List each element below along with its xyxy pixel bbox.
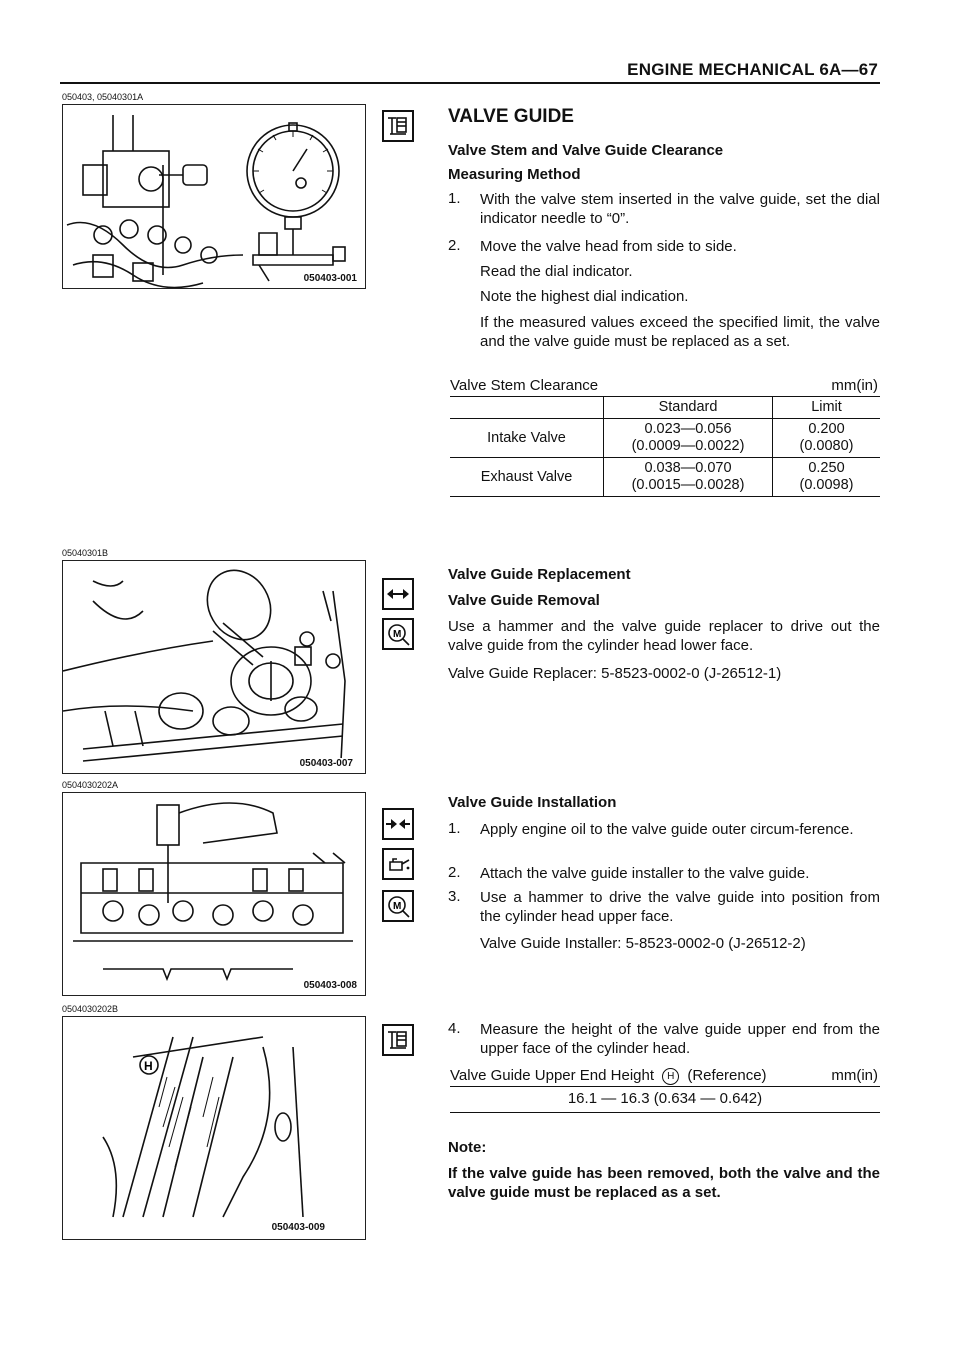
column-header: Limit <box>773 397 881 419</box>
figure-2-guide-removal <box>62 560 366 774</box>
standard-value: 0.023—0.056 <box>644 421 732 437</box>
substep-text: If the measured values exceed the specified limit, the valve and the valve guide must be replaced as a set. <box>480 314 880 350</box>
table-header-row <box>450 397 880 419</box>
installation-heading: Valve Guide Installation <box>448 794 617 811</box>
substep-text: Read the dial indicator. <box>480 263 633 280</box>
removal-heading: Valve Guide Removal <box>448 592 600 609</box>
figure-2-code: 050403-007 <box>299 758 353 769</box>
note-title: Note: <box>448 1139 487 1156</box>
standard-value-inch: (0.0015—0.0028) <box>631 477 745 493</box>
special-tool-icon <box>382 890 414 922</box>
figure-3-code: 050403-008 <box>303 980 357 991</box>
figure-3-ref: 0504030202A <box>62 780 119 790</box>
header-rule <box>60 82 880 84</box>
table-title: Valve Stem Clearance <box>450 377 599 394</box>
svg-text:H: H <box>144 1059 153 1073</box>
page-header: ENGINE MECHANICAL 6A—67 <box>627 60 878 79</box>
dial-indicator-illustration <box>63 105 365 288</box>
standard-value: 0.038—0.070 <box>644 460 732 476</box>
valve-stem-clearance-table <box>450 396 880 497</box>
special-tool-icon <box>382 618 414 650</box>
step-text: With the valve stem inserted in the valve guide, set the dial indicator needle to “0”. <box>480 191 880 227</box>
step-number: 2. <box>448 237 461 254</box>
section-title: VALVE GUIDE <box>448 106 574 127</box>
spec-rule-bottom <box>450 1112 880 1113</box>
figure-4-ref: 0504030202B <box>62 1004 119 1014</box>
figure-1-dial-indicator <box>62 104 366 289</box>
guide-height-illustration <box>63 1017 365 1239</box>
limit-value: 0.250 <box>808 460 845 476</box>
column-header: Standard <box>604 397 773 419</box>
height-spec-label: Valve Guide Upper End Height <box>450 1067 655 1084</box>
h-symbol-badge: H <box>662 1068 679 1085</box>
row-label: Intake Valve <box>487 429 566 446</box>
section-subtitle: Valve Stem and Valve Guide Clearance <box>448 142 724 159</box>
substep-text: Note the highest dial indication. <box>480 288 689 305</box>
figure-1-code: 050403-001 <box>303 273 357 284</box>
guide-removal-illustration <box>63 561 365 773</box>
height-spec-label-row <box>450 1066 767 1085</box>
removal-icon <box>382 578 414 610</box>
limit-value: 0.200 <box>808 421 845 437</box>
inspect-icon <box>382 1024 414 1056</box>
step-text: Apply engine oil to the valve guide outer circum-ference. <box>480 821 854 838</box>
step-number: 2. <box>448 864 461 881</box>
row-label: Exhaust Valve <box>480 468 573 485</box>
step-text: Measure the height of the valve guide upper end from the upper face of the cylinder head. <box>480 1021 880 1057</box>
step-number: 1. <box>448 820 461 837</box>
svg-text:M: M <box>393 629 402 640</box>
step-text: Attach the valve guide installer to the valve guide. <box>480 865 810 882</box>
spec-rule-top <box>450 1086 880 1087</box>
figure-3-guide-installation <box>62 792 366 996</box>
method-heading: Measuring Method <box>448 166 581 183</box>
replacement-heading: Valve Guide Replacement <box>448 566 631 583</box>
installation-icon <box>382 808 414 840</box>
figure-4-code: 050403-009 <box>271 1222 325 1233</box>
removal-tool: Valve Guide Replacer: 5-8523-0002-0 (J-26512-1) <box>448 665 782 682</box>
height-spec-unit: mm(in) <box>831 1067 878 1084</box>
step-text: Move the valve head from side to side. <box>480 238 737 255</box>
standard-value-inch: (0.0009—0.0022) <box>631 438 745 454</box>
guide-installation-illustration <box>63 793 365 995</box>
figure-4-guide-height <box>62 1016 366 1240</box>
step-number: 1. <box>448 190 461 207</box>
step-number: 4. <box>448 1020 461 1037</box>
removal-text: Use a hammer and the valve guide replacer to drive out the valve guide from the cylinder head lower face. <box>448 618 880 654</box>
installation-tool: Valve Guide Installer: 5-8523-0002-0 (J-26512-2) <box>480 935 806 952</box>
note-text: If the valve guide has been removed, both the valve and the valve guide must be replaced as a set. <box>448 1165 880 1201</box>
height-spec-value: 16.1 — 16.3 (0.634 — 0.642) <box>567 1090 763 1107</box>
svg-text:M: M <box>393 901 402 912</box>
oil-can-icon <box>382 848 414 880</box>
inspect-icon <box>382 110 414 142</box>
table-unit: mm(in) <box>831 377 878 394</box>
step-number: 3. <box>448 888 461 905</box>
limit-value-inch: (0.0098) <box>799 477 854 493</box>
limit-value-inch: (0.0080) <box>799 438 854 454</box>
figure-2-ref: 05040301B <box>62 548 109 558</box>
height-spec-ref: (Reference) <box>687 1067 767 1084</box>
figure-1-ref: 050403, 05040301A <box>62 92 144 102</box>
table-row <box>450 458 880 497</box>
step-text: Use a hammer to drive the valve guide into position from the cylinder head upper face. <box>480 889 880 925</box>
table-row <box>450 419 880 458</box>
